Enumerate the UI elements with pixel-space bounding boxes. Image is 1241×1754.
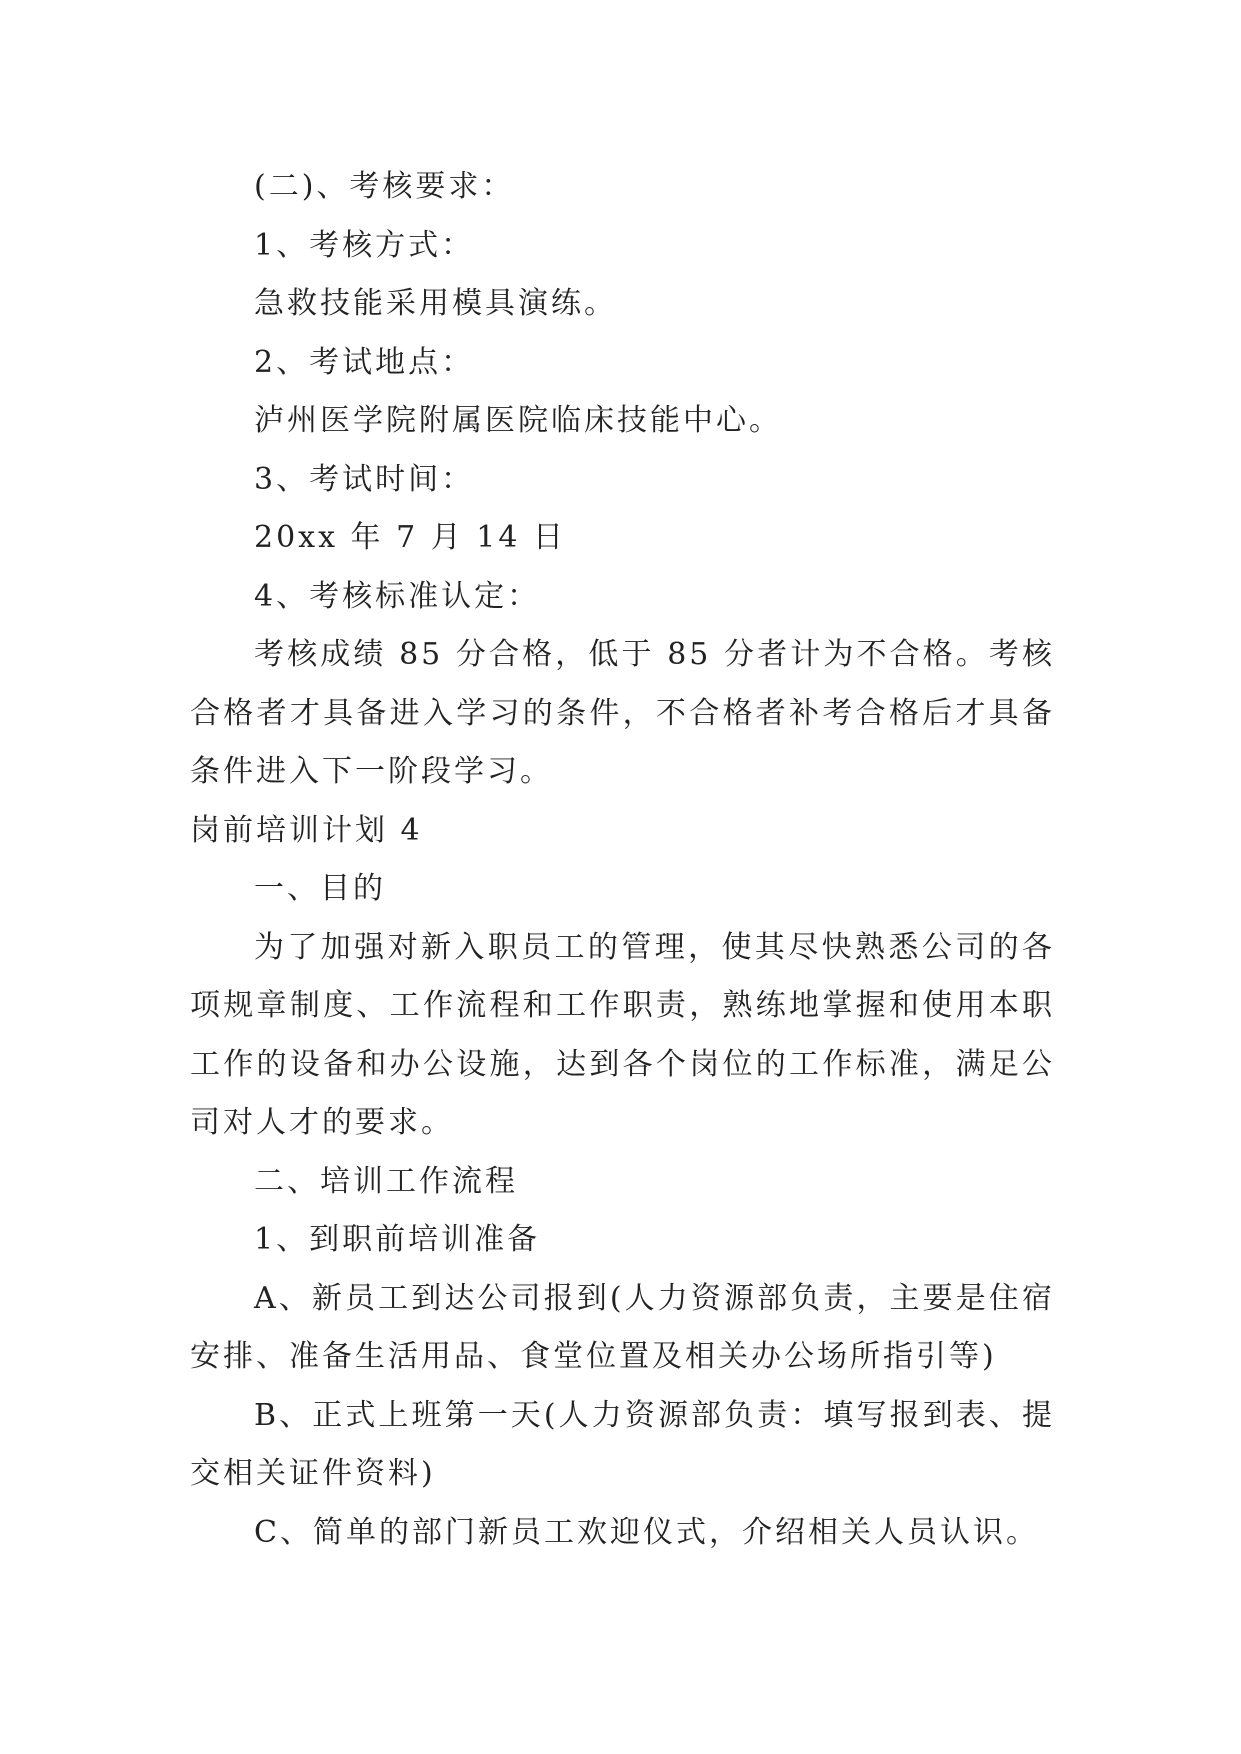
item-exam-location-text: 泸州医学院附属医院临床技能中心。 [254, 403, 782, 438]
item-exam-time-label: 3、考试时间： [254, 461, 475, 497]
item-assessment-method-label: 1、考核方式： [254, 227, 475, 263]
section-heading-training-process: 二、培训工作流程 [254, 1163, 518, 1199]
item-c-welcome: C、简单的部门新员工欢迎仪式，介绍相关人员认识。 [254, 1514, 1039, 1550]
item-a-report: A、新员工到达公司报到(人力资源部负责，主要是住宿安排、准备生活用品、食堂位置及相关办公场所指引等) [190, 1280, 1055, 1374]
item-pre-job-preparation: 1、到职前培训准备 [254, 1222, 541, 1257]
item-assessment-method-text: 急救技能采用模具演练。 [254, 286, 617, 321]
item-b-first-day: B、正式上班第一天(人力资源部负责：填写报到表、提交相关证件资料) [190, 1397, 1055, 1491]
document-body [190, 158, 1055, 1562]
item-standard-label: 4、考核标准认定： [254, 578, 541, 614]
item-exam-time-text: 20xx 年 7 月 14 日 [254, 520, 566, 555]
item-exam-location-label: 2、考试地点： [254, 344, 475, 380]
item-standard-text: 考核成绩 85 分合格，低于 85 分者计为不合格。考核合格者才具备进入学习的条件，不合格者补考合格后才具备条件进入下一阶段学习。 [190, 637, 1055, 789]
purpose-text: 为了加强对新入职员工的管理，使其尽快熟悉公司的各项规章制度、工作流程和工作职责，熟练地掌握和使用本职工作的设备和办公设施，达到各个岗位的工作标准，满足公司对人才的要求。 [190, 929, 1055, 1140]
plan-title: 岗前培训计划 4 [190, 812, 423, 848]
section-heading-purpose: 一、目的 [254, 871, 386, 906]
section-heading-assessment-requirements: (二)、考核要求： [254, 169, 515, 204]
